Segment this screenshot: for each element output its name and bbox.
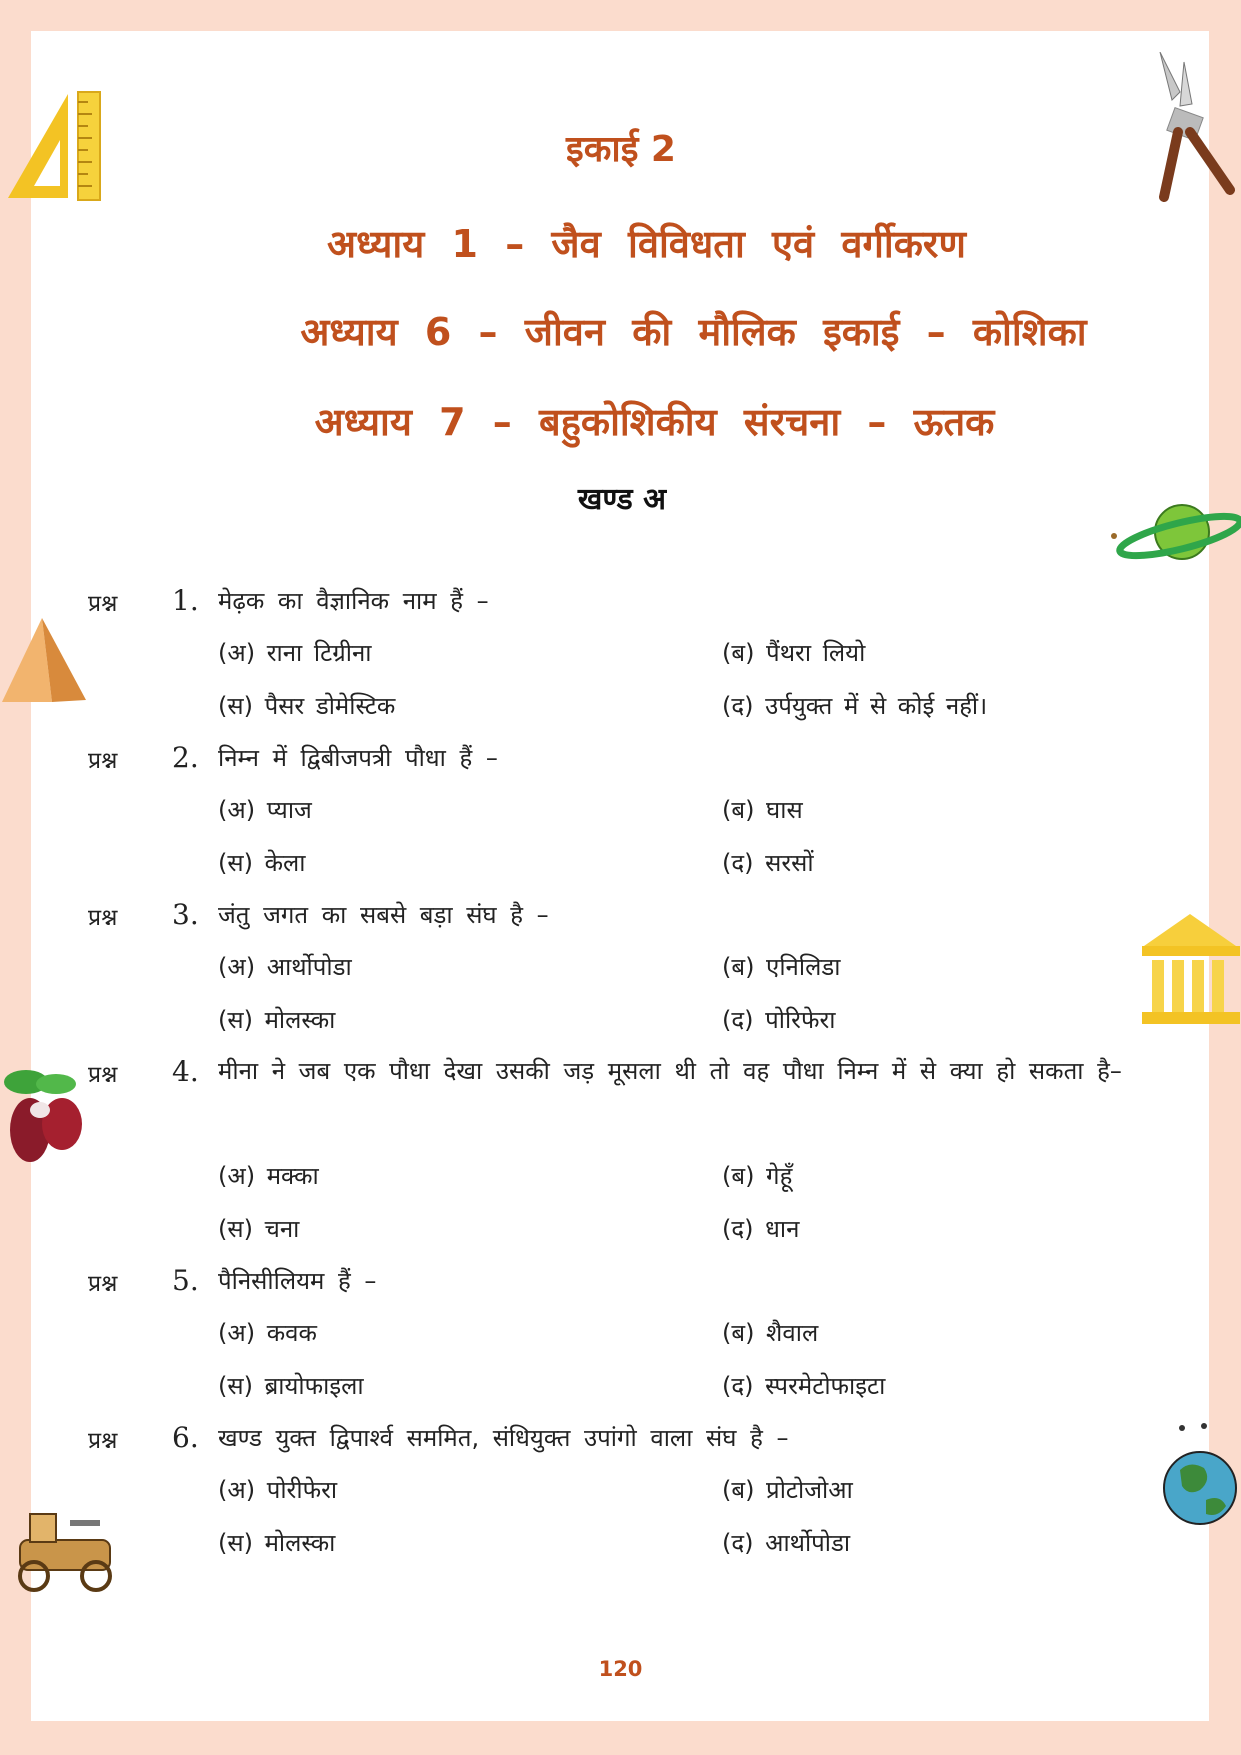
question-label: प्रश्न bbox=[88, 1271, 118, 1297]
option-c: (स) मोलस्का bbox=[218, 1006, 336, 1034]
question-number: 5. bbox=[172, 1264, 199, 1297]
question-text: मीना ने जब एक पौधा देखा उसकी जड़ मूसला थी तो वह पौधा निम्न में से क्या हो सकता है– bbox=[218, 1057, 1122, 1085]
question-number: 3. bbox=[172, 898, 199, 931]
option-b: (ब) एनिलिडा bbox=[722, 953, 841, 981]
option-d: (द) आर्थोपोडा bbox=[722, 1529, 851, 1557]
option-a: (अ) राना टिग्रीना bbox=[218, 639, 372, 667]
chapter-7-title: अध्याय 7 – बहुकोशिकीय संरचना – ऊतक bbox=[314, 400, 995, 444]
question-label: प्रश्न bbox=[88, 1062, 118, 1088]
option-d: (द) उर्पयुक्त में से कोई नहीं। bbox=[722, 692, 988, 720]
option-c: (स) केला bbox=[218, 849, 306, 877]
option-a: (अ) पोरीफेरा bbox=[218, 1476, 338, 1504]
chapter-6-title: अध्याय 6 – जीवन की मौलिक इकाई – कोशिका bbox=[300, 310, 1087, 354]
option-a: (अ) कवक bbox=[218, 1319, 317, 1347]
chapter-1-title: अध्याय 1 – जैव विविधता एवं वर्गीकरण bbox=[327, 222, 966, 266]
option-d: (द) सरसों bbox=[722, 849, 814, 877]
option-a: (अ) आर्थोपोडा bbox=[218, 953, 352, 981]
option-c: (स) मोलस्का bbox=[218, 1529, 336, 1557]
option-d: (द) पोरिफेरा bbox=[722, 1006, 836, 1034]
question-number: 4. bbox=[172, 1055, 199, 1088]
question-label: प्रश्न bbox=[88, 748, 118, 774]
option-c: (स) चना bbox=[218, 1215, 300, 1243]
option-b: (ब) गेहूँ bbox=[722, 1162, 793, 1190]
temple-pillars-icon bbox=[1140, 912, 1241, 1027]
question-text: निम्न में द्विबीजपत्री पौधा हैं – bbox=[218, 744, 498, 772]
question-number: 6. bbox=[172, 1421, 199, 1454]
question-number: 2. bbox=[172, 741, 199, 774]
page-number: 120 bbox=[598, 1657, 643, 1681]
question-text: जंतु जगत का सबसे बड़ा संघ है – bbox=[218, 901, 549, 929]
section-heading: खण्ड अ bbox=[577, 482, 667, 517]
vintage-car-icon bbox=[0, 1500, 125, 1600]
question-label: प्रश्न bbox=[88, 1428, 118, 1454]
question-number: 1. bbox=[172, 584, 199, 617]
option-b: (ब) शैवाल bbox=[722, 1319, 819, 1347]
question-text: पैनिसीलियम हैं – bbox=[218, 1267, 377, 1295]
question-label: प्रश्न bbox=[88, 905, 118, 931]
option-d: (द) स्परमेटोफाइटा bbox=[722, 1372, 886, 1400]
question-label: प्रश्न bbox=[88, 591, 118, 617]
pyramid-icon bbox=[0, 616, 90, 706]
option-a: (अ) प्याज bbox=[218, 796, 312, 824]
option-b: (ब) पैंथरा लियो bbox=[722, 639, 866, 667]
earth-globe-icon bbox=[1160, 1420, 1241, 1530]
unit-title: इकाई 2 bbox=[566, 129, 676, 170]
kidney-bean-sprout-icon bbox=[0, 1060, 90, 1170]
option-a: (अ) मक्का bbox=[218, 1162, 319, 1190]
option-c: (स) पैसर डोमेस्टिक bbox=[218, 692, 396, 720]
question-text: मेढ़क का वैज्ञानिक नाम हैं – bbox=[218, 587, 489, 615]
option-b: (ब) घास bbox=[722, 796, 803, 824]
page-sheet bbox=[31, 31, 1209, 1721]
question-text: खण्ड युक्त द्विपार्श्व सममित, संधियुक्त उपांगो वाला संघ है – bbox=[218, 1424, 789, 1452]
option-d: (द) धान bbox=[722, 1215, 800, 1243]
option-c: (स) ब्रायोफाइला bbox=[218, 1372, 364, 1400]
option-b: (ब) प्रोटोजोआ bbox=[722, 1476, 853, 1504]
